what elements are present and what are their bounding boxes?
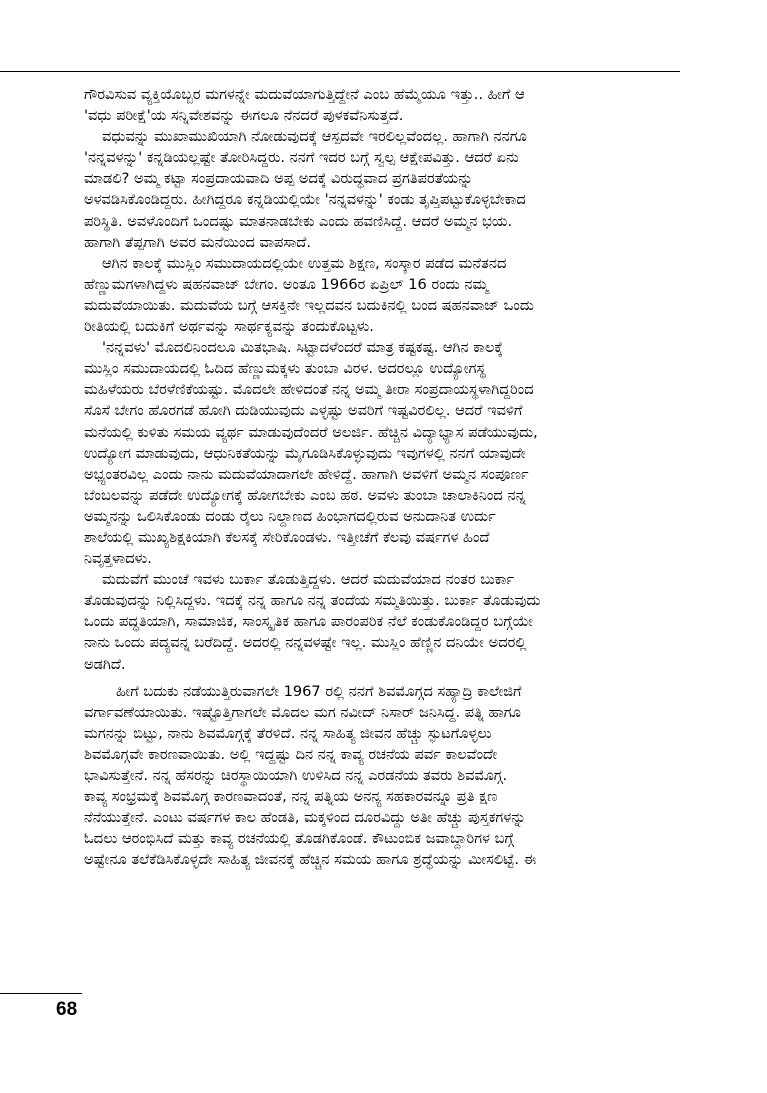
text-line: ತೊಡುವುದನ್ನು ನಿಲ್ಲಿಸಿದ್ದಳು. ಇದಕ್ಕೆ ನನ್ನ ಹಾಗೂ ನನ್ನ ತಂದೆಯ ಸಮ್ಮತಿಯಿತ್ತು. ಬುರ್ಕಾ ತೊಡುವುದು — [84, 592, 541, 610]
top-rule — [0, 71, 680, 72]
text-line: ಓದಲು ಆರಂಭಿಸಿದೆ ಮತ್ತು ಕಾವ್ಯ ರಚನೆಯಲ್ಲಿ ತೊಡಗಿಕೊಂಡೆ. ಕೌಟುಂಬಿಕ ಜವಾಬ್ದಾರಿಗಳ ಬಗ್ಗೆ — [84, 830, 514, 848]
text-line: 'ನನ್ನವಳನ್ನು' ಕನ್ನಡಿಯಲ್ಲಷ್ಟೇ ತೋರಿಸಿದ್ದರು. ನನಗೆ ಇದರ ಬಗ್ಗೆ ಸ್ವಲ್ಪ ಆಕ್ಷೇಪವಿತ್ತು. ಆದರೆ ಏನು — [84, 149, 519, 167]
text-line: ಅಷ್ಟೇನೂ ತಲೆಕೆಡಿಸಿಕೊಳ್ಳದೇ ಸಾಹಿತ್ಯ ಜೀವನಕ್ಕೆ ಹೆಚ್ಚಿನ ಸಮಯ ಹಾಗೂ ಶ್ರದ್ಧೆಯನ್ನು ಮೀಸಲಿಟ್ಟೆ. ಈ — [84, 851, 537, 869]
text-line: ಶಿವಮೊಗ್ಗವೇ ಕಾರಣವಾಯಿತು. ಅಲ್ಲಿ ಇದ್ದಷ್ಟು ದಿನ ನನ್ನ ಕಾವ್ಯ ರಚನೆಯ ಪರ್ವ ಕಾಲವೆಂದೇ — [84, 745, 498, 763]
text-line: ಪರಿಸ್ಥಿತಿ. ಅವಳೊಂದಿಗೆ ಒಂದಷ್ಟು ಮಾತನಾಡಬೇಕು ಎಂದು ಹವಣಿಸಿದ್ದೆ. ಆದರೆ ಅಮ್ಮನ ಭಯ. — [84, 212, 513, 230]
text-line: ಅಡಗಿದೆ. — [84, 655, 126, 673]
text-line: ಮನೆಯಲ್ಲಿ ಕುಳಿತು ಸಮಯ ವ್ಯರ್ಥ ಮಾಡುವುದೆಂದರೆ ಅಲರ್ಜಿ. ಹೆಚ್ಚಿನ ವಿದ್ಯಾಭ್ಯಾಸ ಪಡೆಯುವುದು, — [84, 423, 538, 441]
text-line: ಮಹಿಳೆಯರು ಬೆರಳೆಣಿಕೆಯಷ್ಟು. ಮೊದಲೇ ಹೇಳಿದಂತೆ ನನ್ನ ಅಮ್ಮ ತೀರಾ ಸಂಪ್ರದಾಯಸ್ಥಳಾಗಿದ್ದರಿಂದ — [84, 381, 534, 399]
text-line: ಕಾವ್ಯ ಸಂಭ್ರಮಕ್ಕೆ ಶಿವಮೊಗ್ಗ ಕಾರಣವಾದಂತೆ, ನನ್ನ ಪತ್ನಿಯ ಅನನ್ಯ ಸಹಕಾರವನ್ನೂ ಪ್ರತಿ ಕ್ಷಣ — [84, 788, 498, 806]
text-line: ಸೊಸೆ ಬೇಗಂ ಹೊರಗಡೆ ಹೋಗಿ ದುಡಿಯುವುದು ಎಳ್ಳಷ್ಟು ಅವರಿಗೆ ಇಷ್ಟವಿರಲಿಲ್ಲ. ಆದರೆ ಇವಳಿಗೆ — [84, 402, 523, 420]
text-line: ಅಭ್ಯಂತರವಿಲ್ಲ ಎಂದು ನಾನು ಮದುವೆಯಾದಾಗಲೇ ಹೇಳಿದ್ದೆ. ಹಾಗಾಗಿ ಅವಳಿಗೆ ಅಮ್ಮನ ಸಂಪೂರ್ಣ — [84, 465, 529, 483]
page-number: 68 — [56, 999, 78, 1020]
text-line: ನಿವೃತ್ತಳಾದಳು. — [84, 550, 152, 568]
text-line: ಹೆಣ್ಣುಮಗಳಾಗಿದ್ದಳು ಷಹನವಾಜ್ ಬೇಗಂ. ಅಂತೂ 1966ರ ಏಪ್ರಿಲ್ 16 ರಂದು ನಮ್ಮ — [84, 275, 489, 293]
text-line: ವಧುವನ್ನು ಮುಖಾಮುಖಿಯಾಗಿ ನೋಡುವುದಕ್ಕೆ ಆಸ್ಪದವೇ ಇರಲಿಲ್ಲವೆಂದಲ್ಲ. ಹಾಗಾಗಿ ನನಗೂ — [102, 128, 527, 146]
page-number-rule — [0, 993, 82, 994]
page-body — [84, 84, 676, 870]
text-line: ವರ್ಗಾವಣೆಯಾಯಿತು. ಇಷ್ಟೊತ್ತಿಗಾಗಲೇ ಮೊದಲ ಮಗ ನವೀದ್ ನಿಸಾರ್ ಜನಿಸಿದ್ದ. ಪತ್ನಿ ಹಾಗೂ — [84, 703, 521, 721]
text-line: ಮುಸ್ಲಿಂ ಸಮುದಾಯದಲ್ಲಿ ಓದಿದ ಹೆಣ್ಣುಮಕ್ಕಳು ತುಂಬಾ ವಿರಳ. ಅದರಲ್ಲೂ ಉದ್ಯೋಗಸ್ಥ — [84, 360, 486, 378]
text-line: ಮಗನನ್ನು ಬಿಟ್ಟು, ನಾನು ಶಿವಮೊಗ್ಗಕ್ಕೆ ತೆರಳಿದೆ. ನನ್ನ ಸಾಹಿತ್ಯ ಜೀವನ ಹೆಚ್ಚು ಸ್ಫುಟಗೊಳ್ಳಲು — [84, 724, 492, 742]
text-line: ಆಗಿನ ಕಾಲಕ್ಕೆ ಮುಸ್ಲಿಂ ಸಮುದಾಯದಲ್ಲಿಯೇ ಉತ್ತಮ ಶಿಕ್ಷಣ, ಸಂಸ್ಕಾರ ಪಡೆದ ಮನೆತನದ — [102, 254, 507, 272]
text-line: 'ನನ್ನವಳು' ಮೊದಲಿನಿಂದಲೂ ಮಿತಭಾಷಿ. ಸಿಟ್ಟಾದಳೆಂದರೆ ಮಾತ್ರ ಕಷ್ಟಕಷ್ಟ. ಆಗಿನ ಕಾಲಕ್ಕೆ — [102, 339, 503, 357]
text-line: ಬೆಂಬಲವನ್ನು ಪಡೆದೇ ಉದ್ಯೋಗಕ್ಕೆ ಹೋಗಬೇಕು ಎಂಬ ಹಠ. ಅವಳು ತುಂಬಾ ಚಾಲಾಕಿನಿಂದ ನನ್ನ — [84, 486, 526, 504]
text-line: ರೀತಿಯಲ್ಲಿ ಬದುಕಿಗೆ ಅರ್ಥವನ್ನು ಸಾರ್ಥಕ್ಯವನ್ನು ತಂದುಕೊಟ್ಟಳು. — [84, 318, 374, 336]
text-line: ಉದ್ಯೋಗ ಮಾಡುವುದು, ಆಧುನಿಕತೆಯನ್ನು ಮೈಗೂಡಿಸಿಕೊಳ್ಳುವುದು ಇವುಗಳಲ್ಲಿ ನನಗೆ ಯಾವುದೇ — [84, 444, 526, 462]
text-line: ನಾನು ಒಂದು ಪದ್ಯವನ್ನ ಬರೆದಿದ್ದೆ. ಅದರಲ್ಲಿ ನನ್ನವಳಷ್ಟೇ ಇಲ್ಲ. ಮುಸ್ಲಿಂ ಹೆಣ್ಣಿನ ದನಿಯೇ ಅದರಲ್ಲಿ — [84, 634, 527, 652]
text-line: 'ವಧು ಪರೀಕ್ಷೆ'ಯ ಸನ್ನಿವೇಶವನ್ನು ಈಗಲೂ ನೆನದರೆ ಪುಳಕವೆನಿಸುತ್ತದೆ. — [84, 107, 404, 125]
text-line: ಗೌರವಿಸುವ ವ್ಯಕ್ತಿಯೊಬ್ಬರ ಮಗಳನ್ನೇ ಮದುವೆಯಾಗುತ್ತಿದ್ದೇನೆ ಎಂಬ ಹೆಮ್ಮೆಯೂ ಇತ್ತು.. ಹೀಗೆ ಆ — [84, 86, 525, 103]
text-line: ಅಮ್ಮನನ್ನು ಒಲಿಸಿಕೊಂಡು ದಂಡು ರೈಲು ನಿಲ್ದಾಣದ ಹಿಂಭಾಗದಲ್ಲಿರುವ ಅನುದಾನಿತ ಉರ್ದು — [84, 507, 496, 525]
text-line: ಹಾಗಾಗಿ ತೆಪ್ಪಗಾಗಿ ಅವರ ಮನೆಯಿಂದ ವಾಪಸಾದೆ. — [84, 233, 311, 251]
text-line: ಅಳವಡಿಸಿಕೊಂಡಿದ್ದರು. ಹೀಗಿದ್ದರೂ ಕನ್ನಡಿಯಲ್ಲಿಯೇ 'ನನ್ನವಳನ್ನು' ಕಂಡು ತೃಪ್ತಿಪಟ್ಟುಕೊಳ್ಳಬೇಕಾದ — [84, 191, 526, 209]
text-line: ಹೀಗೆ ಬದುಕು ನಡೆಯುತ್ತಿರುವಾಗಲೇ 1967 ರಲ್ಲಿ ನನಗೆ ಶಿವಮೊಗ್ಗದ ಸಹ್ಯಾದ್ರಿ ಕಾಲೇಜಿಗೆ — [116, 682, 522, 700]
text-line: ನೆನೆಯುತ್ತೇನೆ. ಎಂಟು ವರ್ಷಗಳ ಕಾಲ ಹೆಂಡತಿ, ಮಕ್ಕಳಿಂದ ದೂರವಿದ್ದು ಅತೀ ಹೆಚ್ಚು ಪುಸ್ತಕಗಳನ್ನು — [84, 809, 526, 827]
text-line: ಭಾವಿಸುತ್ತೇನೆ. ನನ್ನ ಹೆಸರನ್ನು ಚಿರಸ್ಥಾಯಿಯಾಗಿ ಉಳಿಸಿದ ನನ್ನ ಎರಡನೆಯ ತವರು ಶಿವಮೊಗ್ಗ. — [84, 767, 508, 784]
text-line: ಶಾಲೆಯಲ್ಲಿ ಮುಖ್ಯಶಿಕ್ಷಕಿಯಾಗಿ ಕೆಲಸಕ್ಕೆ ಸೇರಿಕೊಂಡಳು. ಇತ್ತೀಚೆಗೆ ಕೆಲವು ವರ್ಷಗಳ ಹಿಂದೆ — [84, 528, 490, 546]
text-line: ಒಂದು ಪದ್ಧತಿಯಾಗಿ, ಸಾಮಾಜಿಕ, ಸಾಂಸ್ಕೃತಿಕ ಹಾಗೂ ಪಾರಂಪರಿಕ ನೆಲೆ ಕಂಡುಕೊಂಡಿದ್ದರ ಬಗ್ಗೆಯೇ — [84, 613, 534, 631]
text-line: ಮಾಡಲಿ? ಅಮ್ಮ ಕಟ್ಟಾ ಸಂಪ್ರದಾಯವಾದಿ ಅಪ್ಪ ಅದಕ್ಕೆ ವಿರುದ್ಧವಾದ ಪ್ರಗತಿಪರತೆಯನ್ನು — [84, 170, 473, 188]
text-line: ಮದುವೆಗೆ ಮುಂಚೆ ಇವಳು ಬುರ್ಕಾ ತೊಡುತ್ತಿದ್ದಳು. ಆದರೆ ಮದುವೆಯಾದ ನಂತರ ಬುರ್ಕಾ — [102, 571, 515, 589]
text-line: ಮದುವೆಯಾಯಿತು. ಮದುವೆಯ ಬಗ್ಗೆ ಆಸಕ್ತಿನೇ ಇಲ್ಲದವನ ಬದುಕಿನಲ್ಲಿ ಬಂದ ಷಹನವಾಜ್ ಒಂದು — [84, 296, 534, 314]
